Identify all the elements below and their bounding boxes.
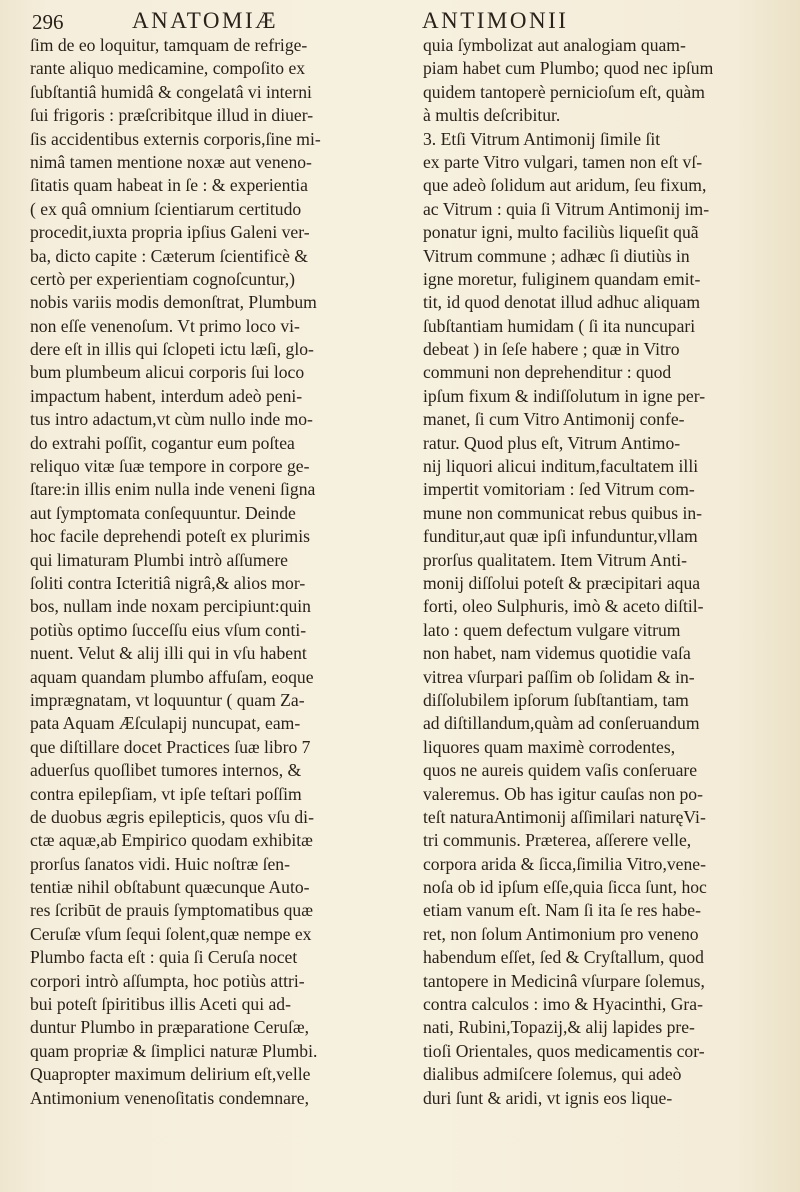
right-text-column bbox=[423, 34, 793, 1110]
text-line: ex parte Vitro vulgari, tamen non eſt vſ- bbox=[423, 151, 703, 172]
text-line: Ceruſæ vſum ſequi ſolent,quæ nempe ex bbox=[30, 923, 312, 944]
text-line: rante aliquo medicamine, compoſito ex bbox=[30, 58, 306, 79]
text-line: non habet, nam videmus quotidie vaſa bbox=[423, 643, 691, 664]
text-line: do extrahi poſſit, cogantur eum poſtea bbox=[30, 432, 295, 453]
text-line: ac Vitrum : quia ſi Vitrum Antimonij im- bbox=[423, 198, 710, 219]
text-line: valeremus. Ob has igitur cauſas non po- bbox=[423, 783, 703, 804]
text-line: reliquo vitæ ſuæ tempore in corpore ge- bbox=[30, 456, 310, 477]
text-line: que diſtillare docet Practices ſuæ libro 7 bbox=[30, 736, 311, 757]
text-line: 3. Etſi Vitrum Antimonij ſimile ſit bbox=[423, 128, 661, 149]
text-line: manet, ſi cum Vitro Antimonij confe- bbox=[423, 409, 685, 430]
text-line: quos ne aureis quidem vaſis conſeruare bbox=[423, 760, 698, 781]
text-line: piam habet cum Plumbo; quod nec ipſum bbox=[423, 58, 714, 79]
text-line: bui poteſt ſpiritibus illis Aceti qui ad- bbox=[30, 994, 291, 1015]
text-line: mune non communicat rebus quibus in- bbox=[423, 502, 703, 523]
text-line: diſſolubilem ipſorum ſubſtantiam, tam bbox=[423, 689, 689, 710]
text-line: Antimonium venenoſitatis condemnare, bbox=[30, 1087, 309, 1108]
text-line: prorſus qualitatem. Item Vitrum Anti- bbox=[423, 549, 687, 570]
text-line: teſt naturaAntimonij aſſimilari naturęVi- bbox=[423, 806, 706, 827]
text-line: impertit vomitoriam : ſed Vitrum com- bbox=[423, 479, 695, 500]
text-line: dere eſt in illis qui ſclopeti ictu læſi, glo- bbox=[30, 339, 314, 360]
text-line: quidem tantoperè pernicioſum eſt, quàm bbox=[423, 81, 705, 102]
text-line: ſim de eo loquitur, tamquam de refrige- bbox=[30, 35, 308, 55]
text-line: aquam quandam plumbo affuſam, eoque bbox=[30, 666, 314, 687]
text-line: ratur. Quod plus eſt, Vitrum Antimo- bbox=[423, 432, 681, 453]
text-line: corpori intrò aſſumpta, hoc potiùs attri- bbox=[30, 970, 305, 991]
text-line: tioſi Orientales, quos medicamentis cor- bbox=[423, 1040, 705, 1061]
text-line: ſoliti contra Icteritiâ nigrâ,& alios mor- bbox=[30, 572, 306, 593]
text-line: bos, nullam inde noxam percipiunt:quin bbox=[30, 596, 311, 617]
text-line: funditur,aut quæ ipſi infunduntur,vllam bbox=[423, 526, 698, 547]
text-line: ſis accidentibus externis corporis,ſine mi- bbox=[30, 128, 321, 149]
text-line: tus intro adactum,vt cùm nullo inde mo- bbox=[30, 409, 313, 430]
text-line: tentiæ nihil obſtabunt quæcunque Auto- bbox=[30, 877, 310, 898]
text-line: habendum eſſet, ſed & Cryſtallum, quod bbox=[423, 947, 704, 968]
text-line: igne moretur, fuliginem quandam emit- bbox=[423, 268, 701, 289]
running-head-left: ANATOMIÆ bbox=[132, 8, 279, 33]
text-line: certò per experientiam cognoſcuntur,) bbox=[30, 268, 296, 289]
text-line: ( ex quâ omnium ſcientiarum certitudo bbox=[30, 198, 302, 219]
text-line: noſa ob id ipſum eſſe,quia ſicca ſunt, hoc bbox=[423, 877, 707, 898]
text-line: nati, Rubini,Topazij,& alij lapides pre- bbox=[423, 1017, 695, 1038]
text-line: tri communis. Præterea, aſſerere velle, bbox=[423, 830, 692, 851]
text-line: liquores quam maximè corrodentes, bbox=[423, 736, 676, 757]
text-line: qui limaturam Plumbi intrò aſſumere bbox=[30, 549, 288, 570]
text-line: prorſus ſanatos vidi. Huic noſtræ ſen- bbox=[30, 853, 290, 874]
text-line: à multis deſcribitur. bbox=[423, 105, 561, 126]
text-line: nij liquori alicui inditum,facultatem illi bbox=[423, 456, 699, 477]
text-line: duri ſunt & aridi, vt ignis eos lique- bbox=[423, 1087, 673, 1108]
text-line: que adeò ſolidum aut aridum, ſeu fixum, bbox=[423, 175, 707, 196]
text-line: ctæ aquæ,ab Empirico quodam exhibitæ bbox=[30, 830, 313, 851]
text-line: nuent. Velut & alij illi qui in vſu habent bbox=[30, 643, 307, 664]
text-line: vitrea vſurpari paſſim ob ſolidam & in- bbox=[423, 666, 695, 687]
text-line: monij diſſolui poteſt & præcipitari aqua bbox=[423, 572, 701, 593]
text-line: debeat ) in ſeſe habere ; quæ in Vitro bbox=[423, 339, 680, 360]
text-line: ſui frigoris : præſcribitque illud in diuer- bbox=[30, 105, 314, 126]
text-line: ipſum fixum & indiſſolutum in igne per- bbox=[423, 385, 706, 406]
text-line: ſubſtantiam humidam ( ſi ita nuncupari bbox=[423, 315, 696, 336]
text-line: ſtare:in illis enim nulla inde veneni ſigna bbox=[30, 479, 316, 500]
text-line: aut ſymptomata conſequuntur. Deinde bbox=[30, 502, 296, 523]
text-line: quia ſymbolizat aut analogiam quam- bbox=[423, 35, 686, 55]
left-text-column bbox=[30, 34, 404, 1110]
text-line: Vitrum commune ; adhæc ſi diutiùs in bbox=[423, 245, 690, 266]
text-line: potiùs optimo ſucceſſu eius vſum conti- bbox=[30, 619, 307, 640]
text-line: duntur Plumbo in præparatione Ceruſæ, bbox=[30, 1017, 310, 1038]
text-line: forti, oleo Sulphuris, imò & aceto diſtil- bbox=[423, 596, 704, 617]
text-line: etiam vanum eſt. Nam ſi ita ſe res habe- bbox=[423, 900, 701, 921]
text-line: dialibus admiſcere ſolemus, qui adeò bbox=[423, 1064, 682, 1085]
text-line: lato : quem defectum vulgare vitrum bbox=[423, 619, 681, 640]
text-line: de duobus ægris epilepticis, quos vſu di- bbox=[30, 806, 314, 827]
text-line: tantopere in Medicinâ vſurpare ſolemus, bbox=[423, 970, 705, 991]
text-line: hoc facile deprehendi poteſt ex plurimis bbox=[30, 526, 310, 547]
text-line: communi non deprehenditur : quod bbox=[423, 362, 672, 383]
text-line: impactum habent, interdum adeò peni- bbox=[30, 385, 303, 406]
text-line: ad diſtillandum,quàm ad conſeruandum bbox=[423, 713, 700, 734]
text-line: res ſcribūt de prauis ſymptomatibus quæ bbox=[30, 900, 313, 921]
text-line: ponatur igni, multo faciliùs liqueſit quã bbox=[423, 222, 699, 243]
text-line: aduerſus quoſlibet tumores internos, & bbox=[30, 760, 302, 781]
running-head-right: ANTIMONII bbox=[422, 8, 569, 33]
text-line: nimâ tamen mentione noxæ aut veneno- bbox=[30, 151, 312, 172]
text-line: contra epilepſiam, vt ipſe teſtari poſſim bbox=[30, 783, 302, 804]
text-line: ba, dicto capite : Cæterum ſcientificè & bbox=[30, 245, 308, 266]
text-line: Quapropter maximum delirium eſt,velle bbox=[30, 1064, 311, 1085]
text-line: Plumbo facta eſt : quia ſi Ceruſa nocet bbox=[30, 947, 298, 968]
text-line: corpora arida & ſicca,ſimilia Vitro,vene- bbox=[423, 853, 706, 874]
text-line: non eſſe venenoſum. Vt primo loco vi- bbox=[30, 315, 300, 336]
text-line: ſubſtantiâ humidâ & congelatâ vi interni bbox=[30, 81, 312, 102]
text-line: quam propriæ & ſimplici naturæ Plumbi. bbox=[30, 1040, 318, 1061]
text-line: tit, id quod denotat illud adhuc aliquam bbox=[423, 292, 701, 313]
text-line: bum plumbeum alicui corporis ſui loco bbox=[30, 362, 305, 383]
text-line: procedit,iuxta propria ipſius Galeni ver- bbox=[30, 222, 310, 243]
text-line: ret, non ſolum Antimonium pro veneno bbox=[423, 923, 699, 944]
text-line: imprægnatam, vt loquuntur ( quam Za- bbox=[30, 689, 305, 710]
page-number: 296 bbox=[32, 10, 64, 34]
text-line: nobis variis modis demonſtrat, Plumbum bbox=[30, 292, 317, 313]
text-line: ſitatis quam habeat in ſe : & experientia bbox=[30, 175, 308, 196]
text-line: pata Aquam Æſculapij nuncupat, eam- bbox=[30, 713, 301, 734]
text-line: contra calculos : imo & Hyacinthi, Gra- bbox=[423, 994, 703, 1015]
